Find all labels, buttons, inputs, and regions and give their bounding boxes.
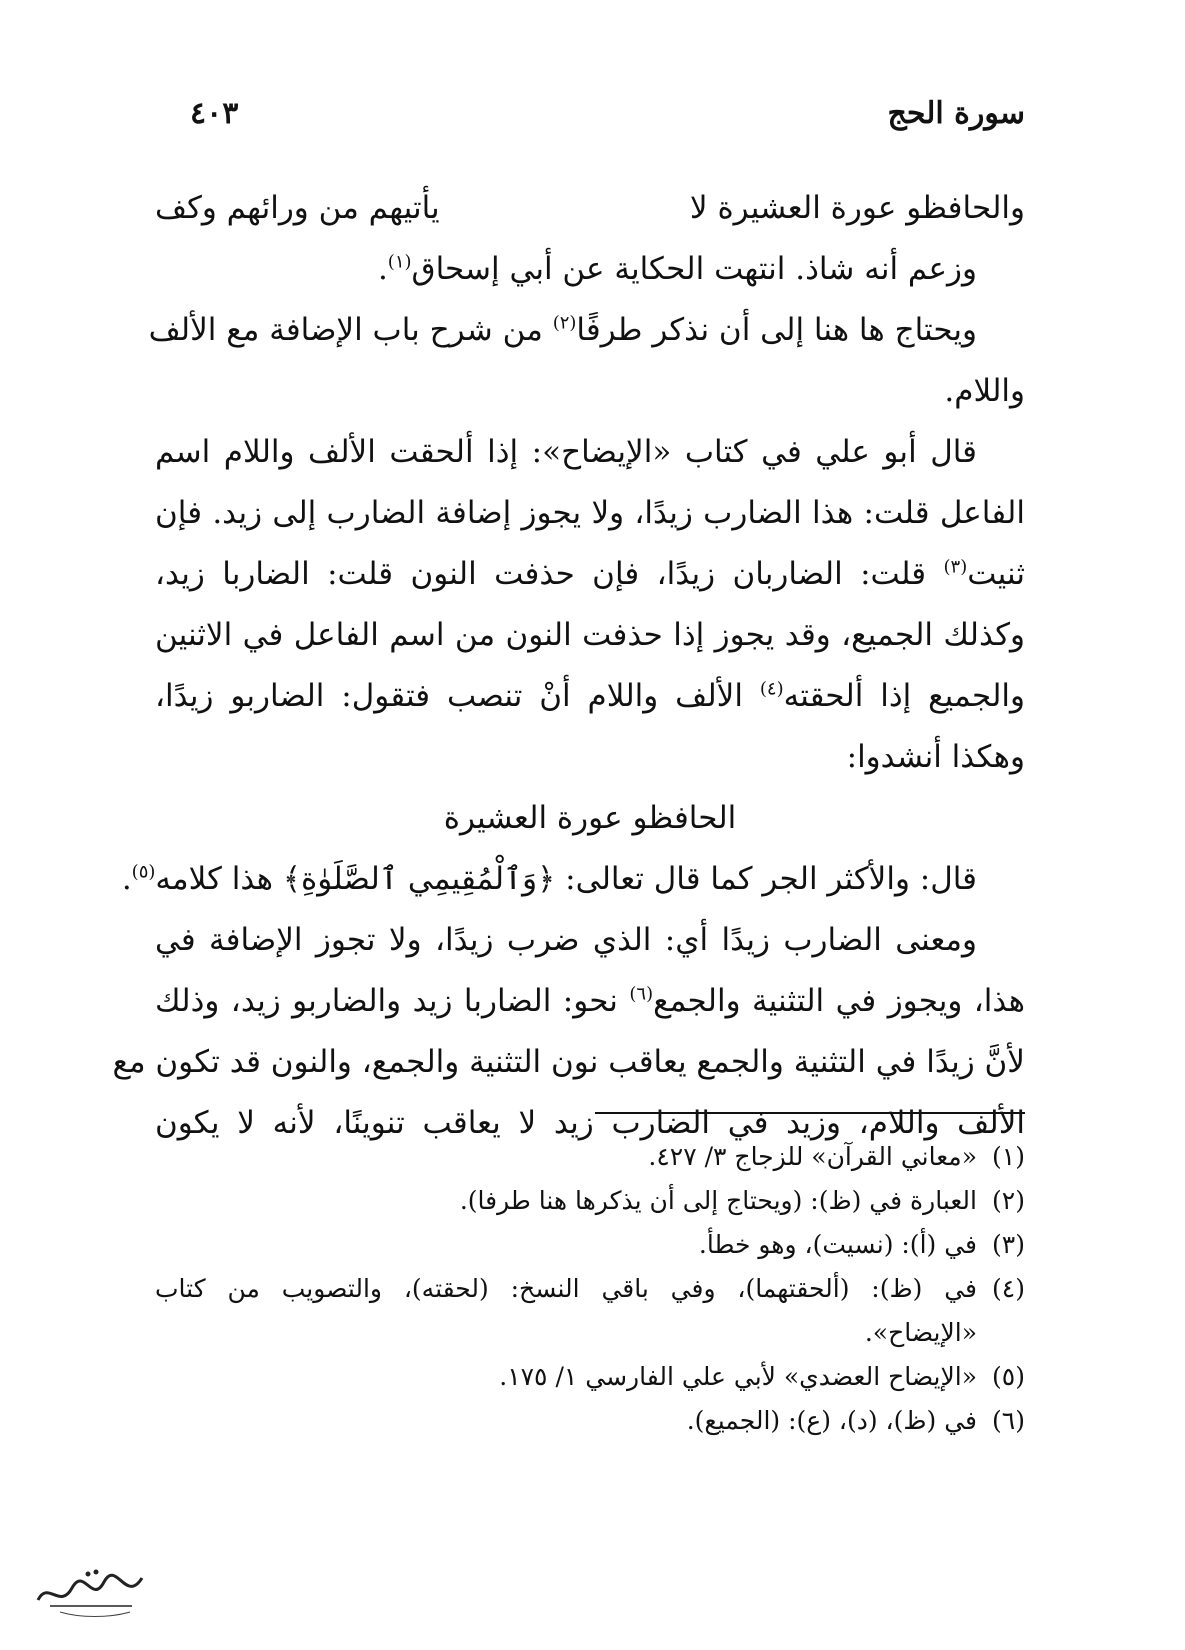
text-line: الألف واللام، وزيد في الضارب زيد لا يعاقب تنوينًا، لأنه لا يكون (155, 1105, 1025, 1141)
text-line: الفاعل قلت: هذا الضارب زيدًا، ولا يجوز إضافة الضارب إلى زيد. فإن (155, 495, 1025, 531)
footnote-marker: (١) (387, 251, 412, 273)
footnote-text: العبارة في (ظ): (ويحتاج إلى أن يذكرها هنا طرفا). (459, 1186, 977, 1215)
footnote-text: «معاني القرآن» للزجاج ٣/ ٤٢٧. (648, 1142, 977, 1171)
footnote-divider (595, 1112, 1025, 1114)
footnote-number: (٣) (992, 1230, 1025, 1259)
footnote (155, 1399, 1025, 1443)
footnote-number: (٥) (992, 1362, 1025, 1391)
page-number: ٤٠٣ (190, 95, 239, 131)
text-line: والجميع إذا ألحقته$^{(٤)}$ الألف واللام أنْ تنصب فتقول: الضاربو زيدًا، (155, 678, 1026, 714)
footnote (155, 1223, 1025, 1267)
verse-hemistich-right: والحافظو عورة العشيرة لا (689, 190, 1025, 226)
footnote-number: (٤) (992, 1274, 1025, 1303)
text-line: وزعم أنه شاذ. انتهت الحكاية عن أبي إسحاق$^{(١)}$. (377, 251, 977, 287)
text-line: لأنَّ زيدًا في التثنية والجمع يعاقب نون التثنية والجمع، والنون قد تكون مع (112, 1044, 1025, 1080)
verse-line-quoted: الحافظو عورة العشيرة (443, 800, 737, 836)
footnotes (155, 1135, 1025, 1443)
text-line: قال أبو علي في كتاب «الإيضاح»: إذا ألحقت الألف واللام اسم (155, 434, 977, 470)
text-line: قال: والأكثر الجر كما قال تعالى: ﴿وَٱلْمُقِيمِي ٱلصَّلَوٰةِ﴾ هذا كلامه$^{(٥)}$. (121, 861, 977, 897)
surah-title: سورة الحج (887, 95, 1025, 131)
footnote-number: (٢) (992, 1186, 1025, 1215)
footnote-text: في (أ): (نسيت)، وهو خطأ. (698, 1230, 977, 1259)
footnote-marker: (٣) (943, 556, 968, 578)
verse-hemistich-left: يأتيهم من ورائهم وكف (155, 190, 440, 226)
footnote-marker: (٤) (759, 678, 784, 700)
footnote-marker: (٥) (131, 861, 156, 883)
footnote (155, 1135, 1025, 1179)
footnote-text: في (ظ): (ألحقتهما)، وفي باقي النسخ: (لحقته)، والتصويب من كتاب (155, 1274, 977, 1303)
footnote-number: (١) (992, 1142, 1025, 1171)
text-line: واللام. (944, 373, 1025, 409)
text-line: ويحتاج ها هنا إلى أن نذكر طرفًا$^{(٢)}$ من شرح باب الإضافة مع الألف (148, 312, 977, 348)
page-header (190, 88, 1025, 138)
text-line: ثنيت$^{(٣)}$ قلت: الضاربان زيدًا، فإن حذفت النون قلت: الضاربا زيد، (155, 556, 1025, 592)
footnote-text: «الإيضاح العضدي» لأبي علي الفارسي ١/ ١٧٥. (499, 1362, 977, 1391)
footnote-marker: (٦) (629, 983, 654, 1005)
footnote (155, 1267, 1025, 1311)
main-text (112, 178, 1026, 1154)
verse-line-top (155, 178, 1025, 239)
footnote-marker: (٢) (552, 312, 577, 334)
text-line: ومعنى الضارب زيدًا أي: الذي ضرب زيدًا، ولا تجوز الإضافة في (155, 922, 977, 958)
footnote (155, 1355, 1025, 1399)
footnote-continuation: «الإيضاح». (864, 1318, 977, 1347)
text-line: هذا، ويجوز في التثنية والجمع$^{(٦)}$ نحو: الضاربا زيد والضاربو زيد، وذلك (155, 983, 1026, 1019)
text-line: وكذلك الجميع، وقد يجوز إذا حذفت النون من اسم الفاعل في الاثنين (155, 617, 1025, 653)
footnote-number: (٦) (992, 1406, 1025, 1435)
footnote-text: في (ظ)، (د)، (ع): (الجميع). (686, 1406, 977, 1435)
text-line: وهكذا أنشدوا: (846, 739, 1025, 775)
publisher-logo-icon (30, 1560, 150, 1620)
footnote (155, 1179, 1025, 1223)
